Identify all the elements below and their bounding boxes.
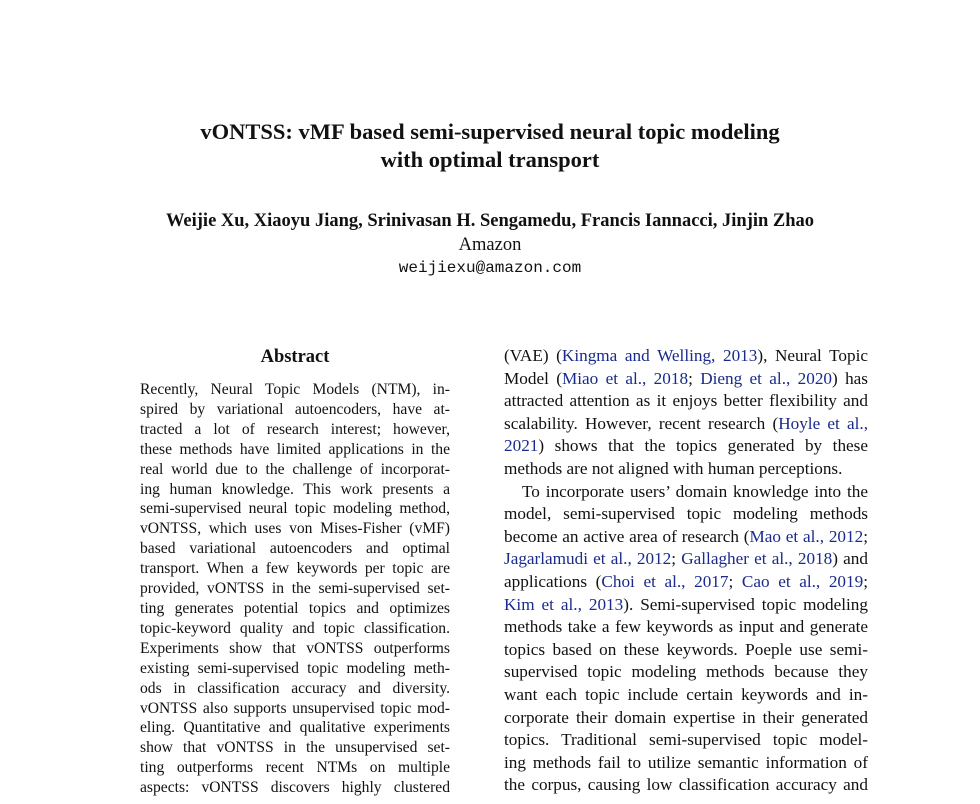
abstract-line: semi-supervised neural topic modeling method,: [140, 500, 450, 518]
body-line: methods take a few keywords as input and generate: [504, 617, 868, 637]
body-line: topics based on these keywords. Poeple use semi-: [504, 639, 868, 659]
abstract-line: eling. Quantitative and qualitative experiments: [140, 719, 450, 737]
body-line: scalability. However, recent research (Hoyle et al.,: [504, 413, 868, 433]
body-line: corporate their domain expertise in their generated: [504, 707, 868, 727]
body-line: attracted attention as it enjoys better flexibility and: [504, 391, 868, 411]
abstract-line: ods in classification accuracy and diversity.: [140, 679, 450, 697]
body-line: 2021) shows that the topics generated by these: [504, 436, 868, 456]
abstract-line: aspects: vONTSS discovers highly clustered: [140, 779, 450, 797]
citation-link[interactable]: Cao et al., 2019: [741, 571, 864, 591]
body-line: the corpus, causing low classification accuracy and: [504, 775, 868, 795]
abstract-heading: Abstract: [260, 347, 330, 367]
citation-link[interactable]: Choi et al., 2017: [601, 571, 729, 591]
abstract-line: topic-keyword quality and topic classification.: [140, 619, 450, 637]
affiliation: Amazon: [458, 235, 522, 255]
citation-link[interactable]: Kim et al., 2013: [504, 594, 624, 614]
body-line: topics. Traditional semi-supervised topic model-: [504, 730, 868, 750]
body-line: (VAE) (Kingma and Welling, 2013), Neural Topic: [504, 346, 868, 365]
paper-title: [0, 118, 980, 174]
body-line: To incorporate users’ domain knowledge into the: [522, 481, 868, 501]
body-line: Jagarlamudi et al., 2012; Gallagher et al., 2018) and: [504, 549, 868, 569]
body-line: model, semi-supervised topic modeling methods: [504, 504, 868, 524]
abstract-line: tracted a lot of research interest; however,: [140, 420, 450, 438]
abstract-body: [140, 380, 450, 798]
body-line: methods are not aligned with human perceptions.: [504, 458, 843, 478]
body-column-right: [504, 345, 868, 797]
citation-link[interactable]: Gallagher et al., 2018: [681, 549, 833, 569]
body-line: want each topic include certain keywords and in-: [504, 684, 868, 704]
abstract-line: real world due to the challenge of incorporat-: [140, 460, 450, 478]
title-line-2: with optimal transport: [380, 147, 600, 172]
abstract-line: spired by variational autoencoders, have at-: [140, 400, 450, 418]
body-line: Model (Miao et al., 2018; Dieng et al., 2020) has: [504, 368, 868, 388]
abstract-line: ing human knowledge. This work presents a: [140, 480, 450, 498]
abstract-line: based variational autoencoders and optimal: [140, 540, 450, 558]
body-line: Kim et al., 2013). Semi-supervised topic modeling: [504, 594, 868, 614]
citation-link[interactable]: Hoyle et al.,: [778, 413, 868, 433]
abstract-line: ting generates potential topics and optimizes: [140, 599, 450, 617]
abstract-line: vONTSS, which uses von Mises-Fisher (vMF): [140, 520, 450, 538]
abstract-line: these methods have limited applications in the: [140, 440, 450, 458]
abstract-line: show that vONTSS in the unsupervised set-: [140, 739, 450, 757]
body-line: applications (Choi et al., 2017; Cao et al., 2019;: [504, 571, 868, 591]
author-email: weijiexu@amazon.com: [398, 259, 582, 277]
abstract-line: Recently, Neural Topic Models (NTM), in-: [140, 381, 450, 398]
citation-link[interactable]: 2021: [504, 436, 539, 456]
citation-link[interactable]: Miao et al., 2018: [561, 368, 689, 388]
citation-link[interactable]: Jagarlamudi et al., 2012: [504, 549, 672, 569]
body-line: become an active area of research (Mao et al., 2012;: [504, 526, 868, 546]
citation-link[interactable]: Kingma and Welling, 2013: [561, 346, 758, 365]
author-list: Weijie Xu, Xiaoyu Jiang, Srinivasan H. Sengamedu, Francis Iannacci, Jinjin Zhao: [165, 211, 815, 231]
abstract-line: provided, vONTSS in the semi-supervised set-: [140, 580, 450, 598]
body-line: ing methods fail to utilize semantic information of: [504, 752, 868, 772]
title-line-1: vONTSS: vMF based semi-supervised neural topic modeling: [200, 119, 780, 144]
abstract-line: Experiments show that vONTSS outperforms: [140, 639, 450, 657]
abstract-line: transport. When a few keywords per topic are: [140, 560, 450, 578]
abstract-line: vONTSS also supports unsupervised topic mod-: [140, 699, 450, 717]
citation-link[interactable]: Mao et al., 2012: [749, 526, 864, 546]
abstract-line: ting outperforms recent NTMs on multiple: [140, 759, 450, 777]
body-line: supervised topic modeling methods because they: [504, 662, 868, 682]
citation-link[interactable]: Dieng et al., 2020: [700, 368, 833, 388]
abstract-line: existing semi-supervised topic modeling meth-: [140, 659, 450, 677]
